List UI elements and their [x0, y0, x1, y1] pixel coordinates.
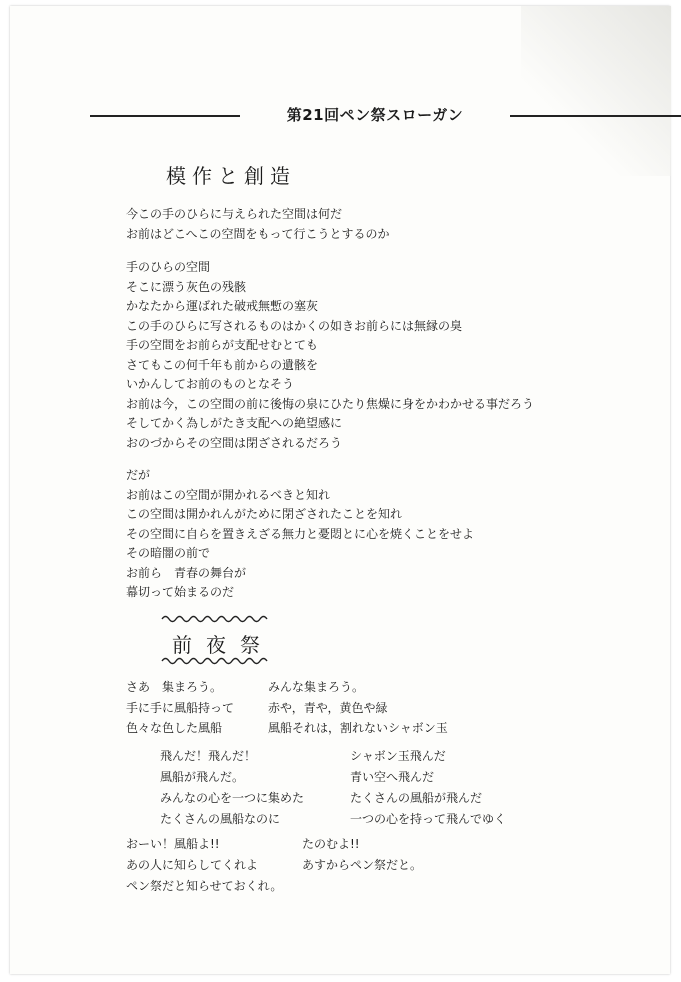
eve-line: 赤や，青や，黄色や緑	[268, 700, 388, 715]
slogan-header	[90, 104, 650, 128]
eve-group-3-right	[302, 834, 422, 876]
eve-line: 風船が飛んだ。	[160, 770, 245, 784]
eve-line: たくさんの風船なのに	[160, 812, 281, 826]
wavy-divider-bottom	[160, 656, 270, 666]
eve-line: たのむよ!!	[302, 837, 360, 851]
eve-group-1-right	[268, 677, 448, 739]
poem-line: そしてかく為しがたき支配への絶望感に	[126, 416, 343, 430]
poem-line: いかんしてお前のものとなそう	[126, 377, 295, 391]
eve-group-3-left	[126, 834, 282, 897]
header-rule-right	[510, 115, 681, 117]
header-rule-left	[90, 115, 240, 117]
poem-line: 手のひらの空間	[126, 260, 211, 274]
eve-line: おーい！風船よ!!	[126, 837, 220, 851]
poem-title: 模作と創造	[166, 164, 296, 188]
eve-line: シャボン玉飛んだ	[350, 749, 446, 763]
eve-group-2-right	[350, 746, 506, 830]
poem-line: おのづからその空間は閉ざされるだろう	[126, 435, 343, 450]
poem-line: この空間は開かれんがために閉ざされたことを知れ	[126, 507, 403, 521]
poem-stanza-2	[126, 258, 534, 453]
eve-line: 風船それは，割れないシャボン玉	[268, 721, 448, 735]
poem-line: その空間に自らを置きえざる無力と憂悶とに心を焼くことをせよ	[126, 526, 475, 541]
eve-line: たくさんの風船が飛んだ	[350, 791, 483, 805]
eve-line: 一つの心を持って飛んでゆく	[350, 812, 507, 826]
poem-line: この手のひらに写されるものはかくの如きお前らには無縁の臭	[126, 318, 463, 333]
poem-line: そこに漂う灰色の残骸	[126, 279, 247, 294]
eve-line: みんな集まろう。	[268, 680, 365, 694]
poem-stanza-1	[126, 205, 390, 244]
wavy-divider-top	[160, 614, 270, 624]
eve-line: ペン祭だと知らせておくれ。	[126, 879, 283, 893]
eve-title: 前夜祭	[172, 633, 274, 657]
poem-line: 手の空間をお前らが支配せむとても	[126, 338, 319, 352]
eve-group-2-left	[160, 746, 304, 830]
header-title: 第21回ペン祭スローガン	[286, 106, 464, 124]
poem-line: かなたから運ばれた破戒無慙の塞灰	[126, 299, 319, 313]
poem-line: その暗闇の前で	[126, 546, 211, 560]
poem-line: 今この手のひらに与えられた空間は何だ	[126, 207, 343, 221]
poem-line: お前ら 青春の舞台が	[126, 565, 247, 580]
poem-stanza-3	[126, 466, 474, 603]
poem-line: さてもこの何千年も前からの遺骸を	[126, 357, 319, 372]
eve-line: さあ 集まろう。	[126, 680, 223, 694]
poem-line: だが	[126, 468, 151, 482]
eve-line: あの人に知らしてくれよ	[126, 858, 259, 872]
poem-line: 幕切って始まるのだ	[126, 585, 235, 599]
eve-line: あすからペン祭だと。	[302, 858, 423, 872]
eve-line: 青い空へ飛んだ	[350, 770, 435, 784]
eve-line: 色々な色した風船	[126, 721, 223, 735]
poem-line: お前は今，この空間の前に後悔の泉にひたり焦燥に身をかわかせる事だろう	[126, 396, 535, 411]
eve-line: 手に手に風船持って	[126, 700, 235, 715]
eve-group-1-left	[126, 677, 234, 739]
poem-line: お前はどこへこの空間をもって行こうとするのか	[126, 226, 390, 241]
eve-line: 飛んだ！飛んだ！	[160, 749, 257, 763]
poem-line: お前はこの空間が開かれるべきと知れ	[126, 487, 331, 502]
eve-line: みんなの心を一つに集めた	[160, 791, 305, 805]
